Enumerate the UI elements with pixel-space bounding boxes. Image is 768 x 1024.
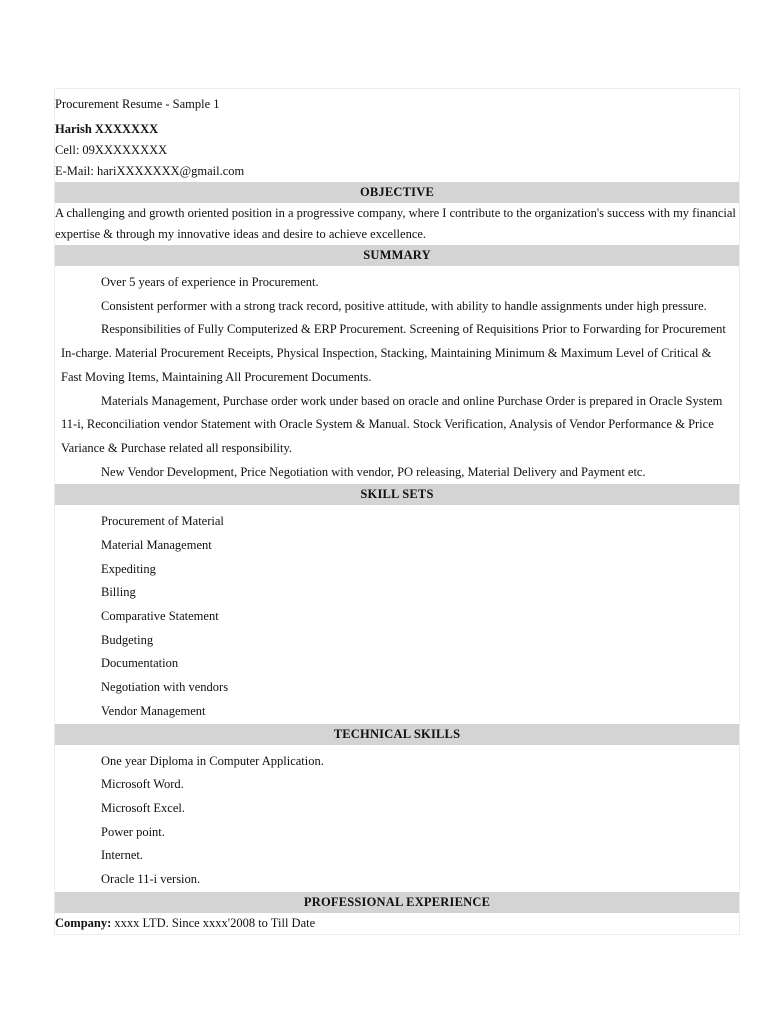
summary-item: Over 5 years of experience in Procurement. <box>101 275 319 289</box>
summary-heading: SUMMARY <box>55 245 739 266</box>
technical-skill-item: Internet. <box>101 848 143 863</box>
skill-item: Material Management <box>101 538 212 553</box>
candidate-name: Harish XXXXXXX <box>55 122 159 136</box>
technical-skill-item: Power point. <box>101 824 165 839</box>
technical-skills-list <box>55 745 739 892</box>
summary-item: Consistent performer with a strong track record, positive attitude, with ability to handle assignments under high pressure. <box>101 298 707 313</box>
company-line <box>55 913 739 934</box>
technical-skill-item: Microsoft Excel. <box>101 800 186 815</box>
skill-sets-list <box>55 505 739 723</box>
technical-skill-item: Microsoft Word. <box>101 777 184 792</box>
skill-item: Comparative Statement <box>101 609 219 624</box>
objective-heading: OBJECTIVE <box>55 182 739 203</box>
skill-item: Budgeting <box>101 632 154 647</box>
professional-experience-heading: PROFESSIONAL EXPERIENCE <box>55 892 739 913</box>
summary-item: New Vendor Development, Price Negotiation with vendor, PO releasing, Material Delivery and Payment etc. <box>101 464 646 479</box>
skill-item: Documentation <box>101 656 179 671</box>
company-label: Company: <box>55 915 112 930</box>
technical-skill-item: Oracle 11-i version. <box>101 871 201 886</box>
technical-skills-heading: TECHNICAL SKILLS <box>55 724 739 745</box>
skill-item: Procurement of Material <box>101 514 224 529</box>
skill-sets-heading: SKILL SETS <box>55 484 739 505</box>
technical-skill-item: One year Diploma in Computer Application. <box>101 753 324 768</box>
skill-item: Negotiation with vendors <box>101 680 229 695</box>
skill-item: Expediting <box>101 561 156 576</box>
summary-item: Materials Management, Purchase order work under based on oracle and online Purchase Order is prepared in Oracle System 11-i, Reconciliation vendor Statement with Oracle System & Manual. Stock Verification, Analysis of Vendor Performance & Price Variance & Purchase related all responsibility. <box>61 393 723 455</box>
resume-document <box>54 88 740 935</box>
cell-number: Cell: 09XXXXXXXX <box>55 143 168 157</box>
email-address: E-Mail: hariXXXXXXX@gmail.com <box>55 164 245 178</box>
objective-text: A challenging and growth oriented position in a progressive company, where I contribute to the organization's success with my financial expertise & through my innovative ideas and desire to achieve excellence. <box>55 206 736 241</box>
skill-item: Vendor Management <box>101 703 206 718</box>
company-value: xxxx LTD. Since xxxx'2008 to Till Date <box>111 915 316 930</box>
document-title: Procurement Resume - Sample 1 <box>55 97 220 111</box>
summary-item: Responsibilities of Fully Computerized & ERP Procurement. Screening of Requisitions Prior to Forwarding for Procurement In-charge. Material Procurement Receipts, Physical Inspection, Stacking, Maintaining Minimum & Maximum Level of Critical & Fast Moving Items, Maintaining All Procurement Documents. <box>61 322 726 384</box>
summary-list <box>55 266 739 484</box>
skill-item: Billing <box>101 585 136 600</box>
